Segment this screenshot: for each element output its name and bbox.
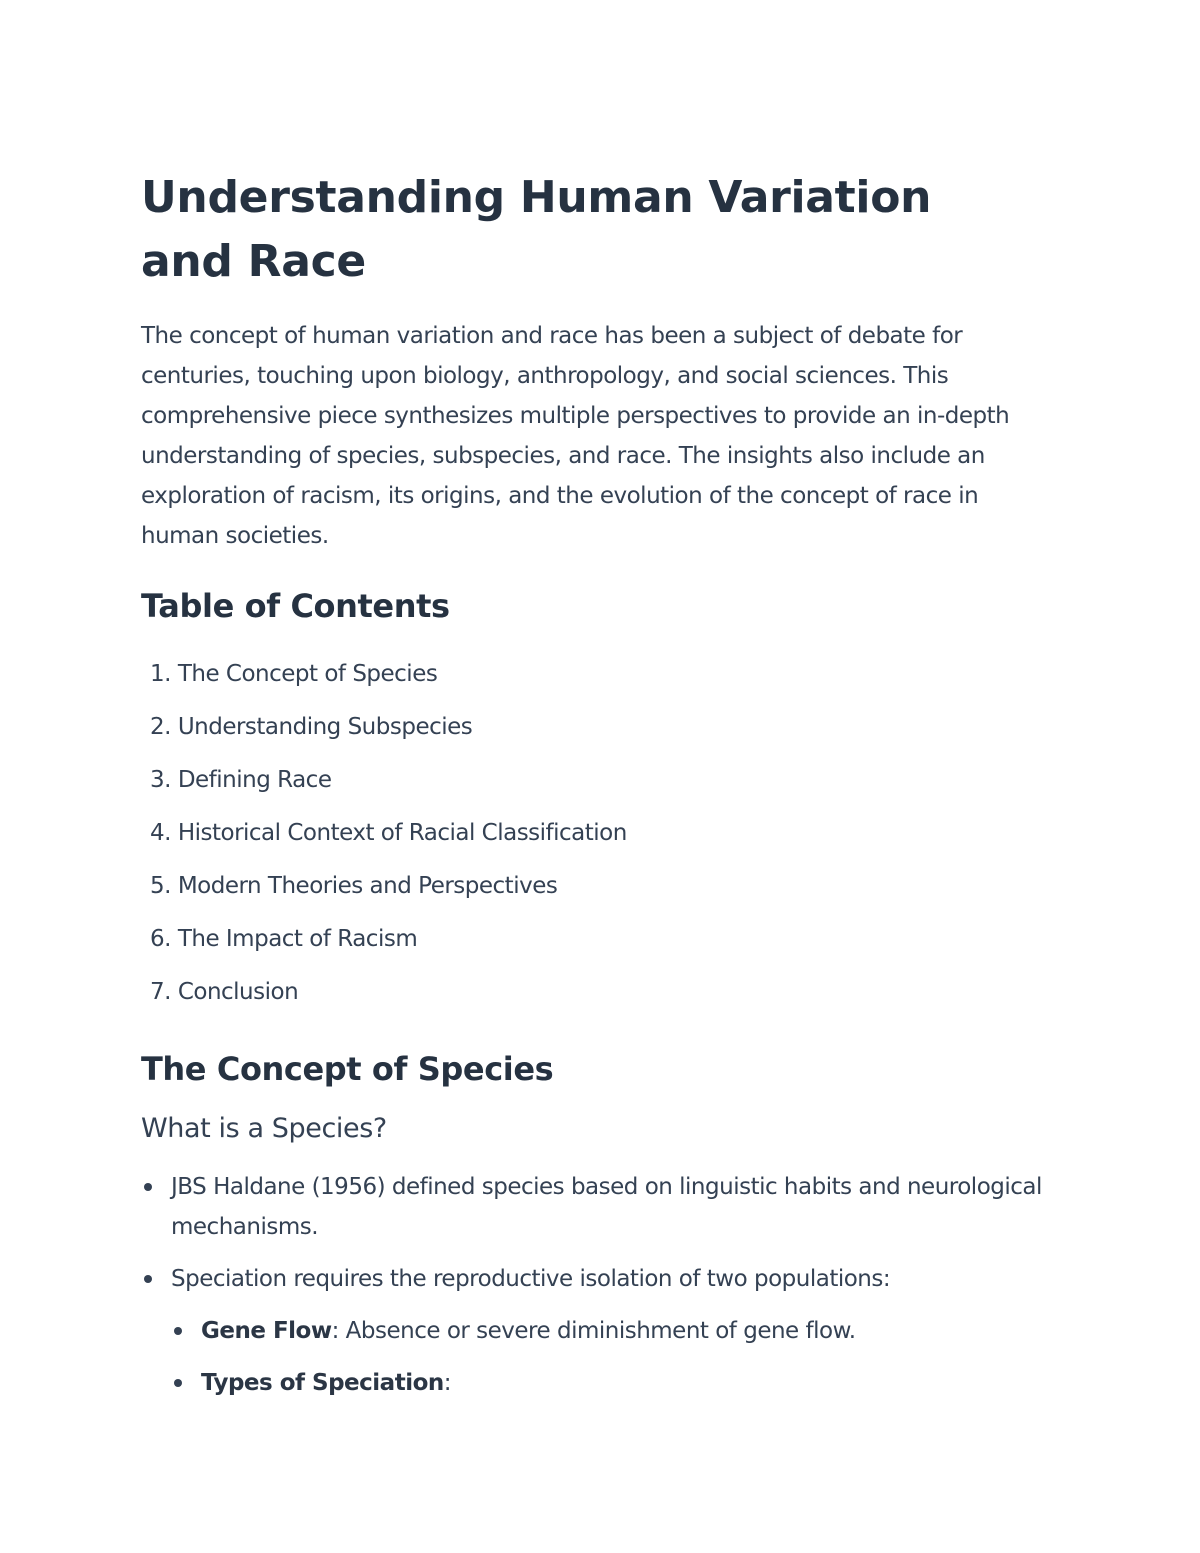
bullet-icon bbox=[144, 1275, 152, 1283]
document-title: Understanding Human Variation and Race bbox=[141, 172, 932, 287]
toc-list bbox=[141, 648, 1080, 1019]
list-item bbox=[141, 1167, 1051, 1247]
toc-item-number: 6. bbox=[150, 926, 171, 952]
toc-item[interactable] bbox=[141, 913, 1080, 966]
toc-heading: Table of Contents bbox=[141, 587, 450, 625]
section-heading-species: The Concept of Species bbox=[141, 1050, 554, 1088]
sub-list-item-text: : Absence or severe diminishment of gene flow. bbox=[331, 1318, 856, 1344]
toc-item[interactable] bbox=[141, 648, 1080, 701]
toc-item[interactable] bbox=[141, 966, 1080, 1019]
toc-item-label: Modern Theories and Perspectives bbox=[177, 873, 558, 899]
term-gene-flow: Gene Flow bbox=[201, 1318, 332, 1344]
intro-paragraph: The concept of human variation and race has been a subject of debate for centuries, touching upon biology, anthropology, and social sciences. This comprehensive piece synthesizes multiple perspectives to provide an in-depth understanding of species, subspecies, and race. The insights also include an exploration of racism, its origins, and the evolution of the concept of race in human societies. bbox=[141, 323, 1010, 549]
toc-item[interactable] bbox=[141, 701, 1080, 754]
bullet-icon bbox=[174, 1379, 182, 1387]
toc-item-number: 2. bbox=[150, 714, 171, 740]
toc-item-label: The Concept of Species bbox=[177, 661, 438, 687]
toc-item-number: 7. bbox=[150, 979, 171, 1005]
toc-item-label: The Impact of Racism bbox=[177, 926, 418, 952]
toc-item-number: 1. bbox=[150, 661, 171, 687]
toc-item[interactable] bbox=[141, 754, 1080, 807]
toc-item-number: 5. bbox=[150, 873, 171, 899]
term-types-of-speciation: Types of Speciation bbox=[201, 1370, 444, 1396]
subheading-what-is-species: What is a Species? bbox=[141, 1113, 387, 1144]
bullet-list bbox=[141, 1167, 1080, 1403]
sub-list-item bbox=[171, 1363, 1051, 1403]
list-item-text: JBS Haldane (1956) defined species based on linguistic habits and neurological mechanisms. bbox=[171, 1174, 1042, 1240]
toc-item-label: Defining Race bbox=[177, 767, 332, 793]
sub-bullet-list bbox=[171, 1311, 1051, 1403]
list-item-text: Speciation requires the reproductive isolation of two populations: bbox=[171, 1266, 891, 1292]
toc-item[interactable] bbox=[141, 807, 1080, 860]
bullet-icon bbox=[144, 1183, 152, 1191]
list-item bbox=[141, 1259, 1051, 1403]
bullet-icon bbox=[174, 1327, 182, 1335]
toc-item-number: 3. bbox=[150, 767, 171, 793]
sub-list-item-text: : bbox=[443, 1370, 451, 1396]
toc-item-number: 4. bbox=[150, 820, 171, 846]
toc-item-label: Conclusion bbox=[177, 979, 299, 1005]
toc-item-label: Understanding Subspecies bbox=[177, 714, 473, 740]
toc-item[interactable] bbox=[141, 860, 1080, 913]
toc-item-label: Historical Context of Racial Classification bbox=[177, 820, 627, 846]
sub-list-item bbox=[171, 1311, 1051, 1351]
